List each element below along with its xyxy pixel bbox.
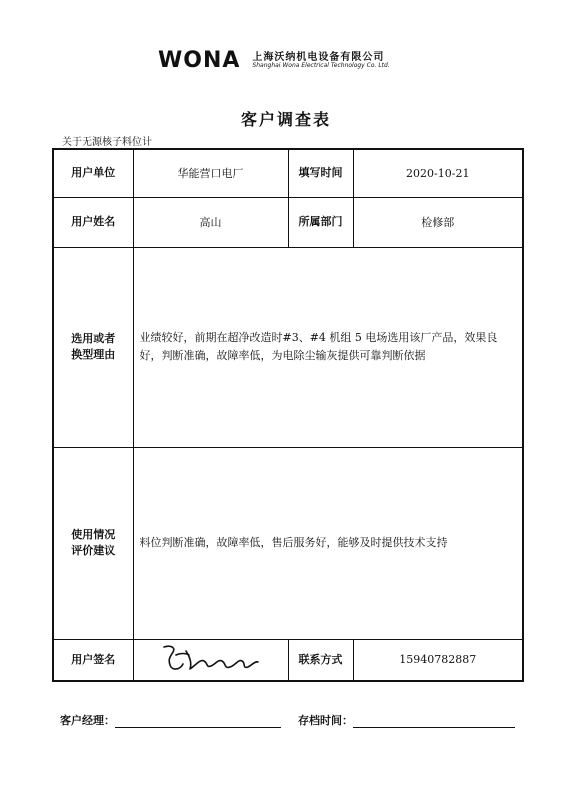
archive-field bbox=[298, 712, 515, 728]
selection-reason-label-line2: 换型理由 bbox=[71, 348, 116, 361]
selection-reason-text: 业绩较好，前期在超净改造时#3、#4 机组 5 电场选用该厂产品，效果良好，判断准确，故障率低，为电除尘输灰提供可靠判断依据 bbox=[133, 247, 523, 447]
archive-label: 存档时间： bbox=[298, 714, 353, 727]
contact-value: 15940782887 bbox=[353, 639, 523, 681]
date-value: 2020-10-21 bbox=[353, 149, 523, 197]
manager-label: 客户经理： bbox=[60, 714, 115, 727]
signature-label: 用户签名 bbox=[53, 639, 133, 681]
department-label: 所属部门 bbox=[288, 197, 353, 247]
row-user-name bbox=[53, 197, 523, 247]
company-name-block bbox=[252, 52, 389, 70]
usage-evaluation-label-line1: 使用情况 bbox=[71, 527, 116, 541]
handwritten-signature bbox=[156, 641, 266, 675]
usage-evaluation-label-line2: 评价建议 bbox=[71, 544, 116, 557]
user-unit-value: 华能营口电厂 bbox=[133, 149, 288, 197]
manager-blank-line bbox=[115, 715, 281, 728]
row-signature bbox=[53, 639, 523, 681]
user-name-label: 用户姓名 bbox=[53, 197, 133, 247]
date-label: 填写时间 bbox=[288, 149, 353, 197]
user-name-value: 高山 bbox=[133, 197, 288, 247]
letterhead bbox=[158, 48, 390, 73]
row-user-unit bbox=[53, 149, 523, 197]
usage-evaluation-text: 料位判断准确，故障率低，售后服务好，能够及时提供技术支持 bbox=[133, 447, 523, 639]
usage-evaluation-label bbox=[53, 447, 133, 639]
signature-cell bbox=[133, 639, 288, 681]
survey-form bbox=[52, 148, 524, 682]
selection-reason-label bbox=[53, 247, 133, 447]
manager-field bbox=[60, 712, 281, 728]
company-name-en: Shanghai Wona Electrical Technology Co. Ltd. bbox=[252, 61, 390, 69]
row-selection-reason bbox=[53, 247, 523, 447]
user-unit-label: 用户单位 bbox=[53, 149, 133, 197]
row-usage-evaluation bbox=[53, 447, 523, 639]
department-value: 检修部 bbox=[353, 197, 523, 247]
selection-reason-label-line1: 选用或者 bbox=[71, 331, 116, 345]
document-title: 客户调查表 bbox=[240, 110, 331, 129]
document-subject: 关于无源核子料位计 bbox=[62, 137, 152, 148]
contact-label: 联系方式 bbox=[288, 639, 353, 681]
company-logo: WONA bbox=[158, 48, 241, 73]
archive-blank-line bbox=[353, 715, 515, 728]
company-name-cn: 上海沃纳机电设备有限公司 bbox=[252, 51, 385, 63]
